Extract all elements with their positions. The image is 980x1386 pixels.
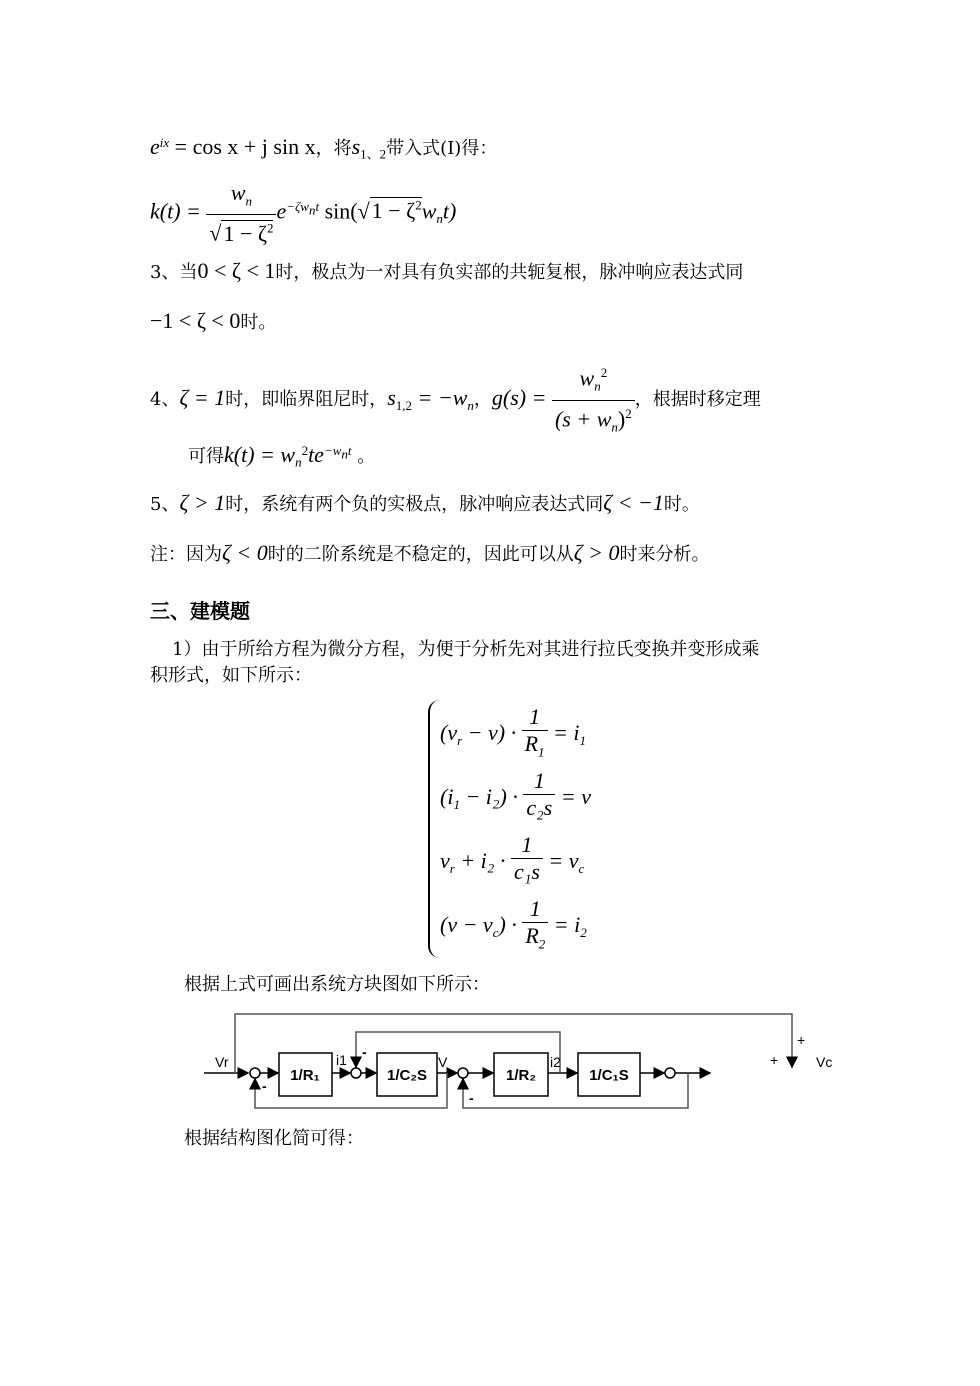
math: ζ > 1	[179, 490, 226, 515]
equation-system	[428, 700, 630, 958]
math: 2	[266, 220, 274, 236]
equation: $(v - v_c)$ · $\frac{1}{R_2}$ = $i_2$	[440, 896, 587, 952]
text: 注：因为	[150, 544, 222, 565]
math: n	[341, 446, 348, 462]
block-1-over-c1s: 1/C₁S	[589, 1067, 629, 1084]
equation: $(i_1 - i_2)$ · $\frac{1}{\text{c₂s}}$ = v	[440, 768, 591, 820]
math: w	[230, 180, 246, 205]
text: 时的二阶系统是不稳定的，因此可以从	[267, 544, 574, 565]
math: e	[276, 198, 287, 224]
text: ，将	[315, 138, 352, 159]
math: 2	[301, 443, 309, 458]
math: 2	[600, 365, 608, 380]
block-1-over-r1: 1/R₁	[290, 1067, 320, 1084]
math: 1、2	[360, 146, 387, 162]
math: w	[579, 365, 595, 391]
math: = −w	[412, 385, 468, 411]
math: t	[347, 443, 352, 458]
euler-line	[150, 130, 497, 168]
text: 5、	[150, 494, 180, 515]
math: (s + w	[554, 406, 612, 432]
block-diagram	[200, 1005, 860, 1120]
fraction: $\frac{w_n}{√1 - \zeta^2}$	[206, 180, 276, 247]
math: n	[308, 202, 316, 218]
fraction	[552, 360, 635, 440]
minus-sign: -	[262, 1078, 267, 1094]
diagram-intro: 根据上式可画出系统方块图如下所示：	[184, 974, 490, 995]
plus-sign: +	[770, 1052, 779, 1068]
paragraph-line: 积形式，如下所示：	[150, 665, 312, 686]
text: 带入式(I)得：	[386, 138, 498, 159]
math: −w	[323, 443, 342, 458]
math: t	[315, 199, 320, 215]
math: e	[150, 134, 160, 159]
item-3	[150, 258, 743, 286]
item-4	[150, 360, 761, 440]
math: 1,2	[395, 397, 413, 413]
text: ，	[473, 389, 492, 411]
text: 时。	[663, 494, 700, 515]
block-1-over-c2s: 1/C₂S	[386, 1067, 428, 1084]
item-4-cont	[188, 438, 375, 476]
equation: $v_r + i_2$ · $\frac{1}{\text{c₁s}}$ = $v_c$	[440, 832, 585, 884]
math: s	[387, 385, 396, 411]
text: 时，极点为一对具有负实部的共轭复根，脉冲响应表达式同	[275, 262, 744, 283]
math: 2	[415, 198, 422, 214]
label-vc: Vc	[816, 1054, 833, 1070]
math: n	[245, 193, 253, 209]
label-v: V	[438, 1054, 448, 1070]
math: ζ > 0	[573, 540, 620, 565]
math: ζ = 1	[179, 385, 226, 411]
math: 0 < ζ < 1	[197, 258, 276, 283]
text: 时。	[240, 312, 277, 333]
minus-sign: -	[469, 1090, 474, 1106]
math: −1 < ζ < 0	[150, 308, 241, 333]
text: 时，系统有两个负的实极点，脉冲响应表达式同	[225, 494, 604, 515]
math: ζ < −1	[603, 490, 664, 515]
math: n	[436, 210, 443, 226]
math: w	[421, 198, 437, 224]
item-5	[150, 490, 700, 518]
math: n	[611, 419, 618, 435]
label-i1: i1	[336, 1052, 347, 1068]
math: k(t) = w	[224, 442, 296, 467]
math: −ζw	[286, 199, 309, 215]
plus-sign: +	[797, 1032, 806, 1048]
math: t)	[442, 198, 457, 224]
text: 时，即临界阻尼时，	[225, 389, 388, 411]
text: 时来分析。	[619, 544, 710, 565]
text: 4、	[150, 389, 180, 411]
kt-formula: k(t) = $\frac{w_n}{√1 - \zeta^2}$ $e^{-\zeta w_nt}$ $\sin(√1 - \zeta^2w_nt)$	[150, 180, 457, 246]
text: 可得	[188, 446, 224, 467]
math: sin(	[319, 198, 358, 224]
math: g(s) =	[491, 385, 552, 411]
math: )	[617, 406, 626, 432]
block-1-over-r2: 1/R₂	[505, 1067, 537, 1084]
section-heading: 三、建模题	[150, 599, 250, 623]
math: 2	[625, 405, 632, 421]
text: ，根据时移定理	[634, 389, 761, 411]
math: n	[295, 454, 302, 470]
math: 1 − ζ	[371, 198, 416, 224]
note	[150, 540, 710, 568]
label-i2: i2	[550, 1054, 561, 1070]
math: s	[351, 134, 361, 159]
paragraph-line: 1）由于所给方程为微分方程，为便于分析先对其进行拉氏变换并变形成乘	[172, 639, 760, 660]
math: k(t) =	[150, 198, 207, 224]
label-vr: Vr	[215, 1054, 229, 1070]
math: ζ < 0	[222, 540, 268, 565]
text: 3、当	[150, 262, 198, 283]
math: te	[308, 442, 324, 467]
math: n	[467, 397, 474, 413]
conclusion: 根据结构图化简可得：	[184, 1128, 364, 1149]
math: n	[594, 378, 601, 394]
math: ix	[159, 135, 170, 150]
text: 。	[351, 446, 376, 467]
equation: $(v_r - v)$ · $\frac{1}{R_1}$ = $i_1$	[440, 704, 587, 760]
minus-sign: -	[362, 1044, 367, 1060]
math: 1 − ζ	[223, 220, 267, 246]
math: = cos x + j sin x	[169, 134, 316, 159]
item-3-cont	[150, 308, 276, 336]
